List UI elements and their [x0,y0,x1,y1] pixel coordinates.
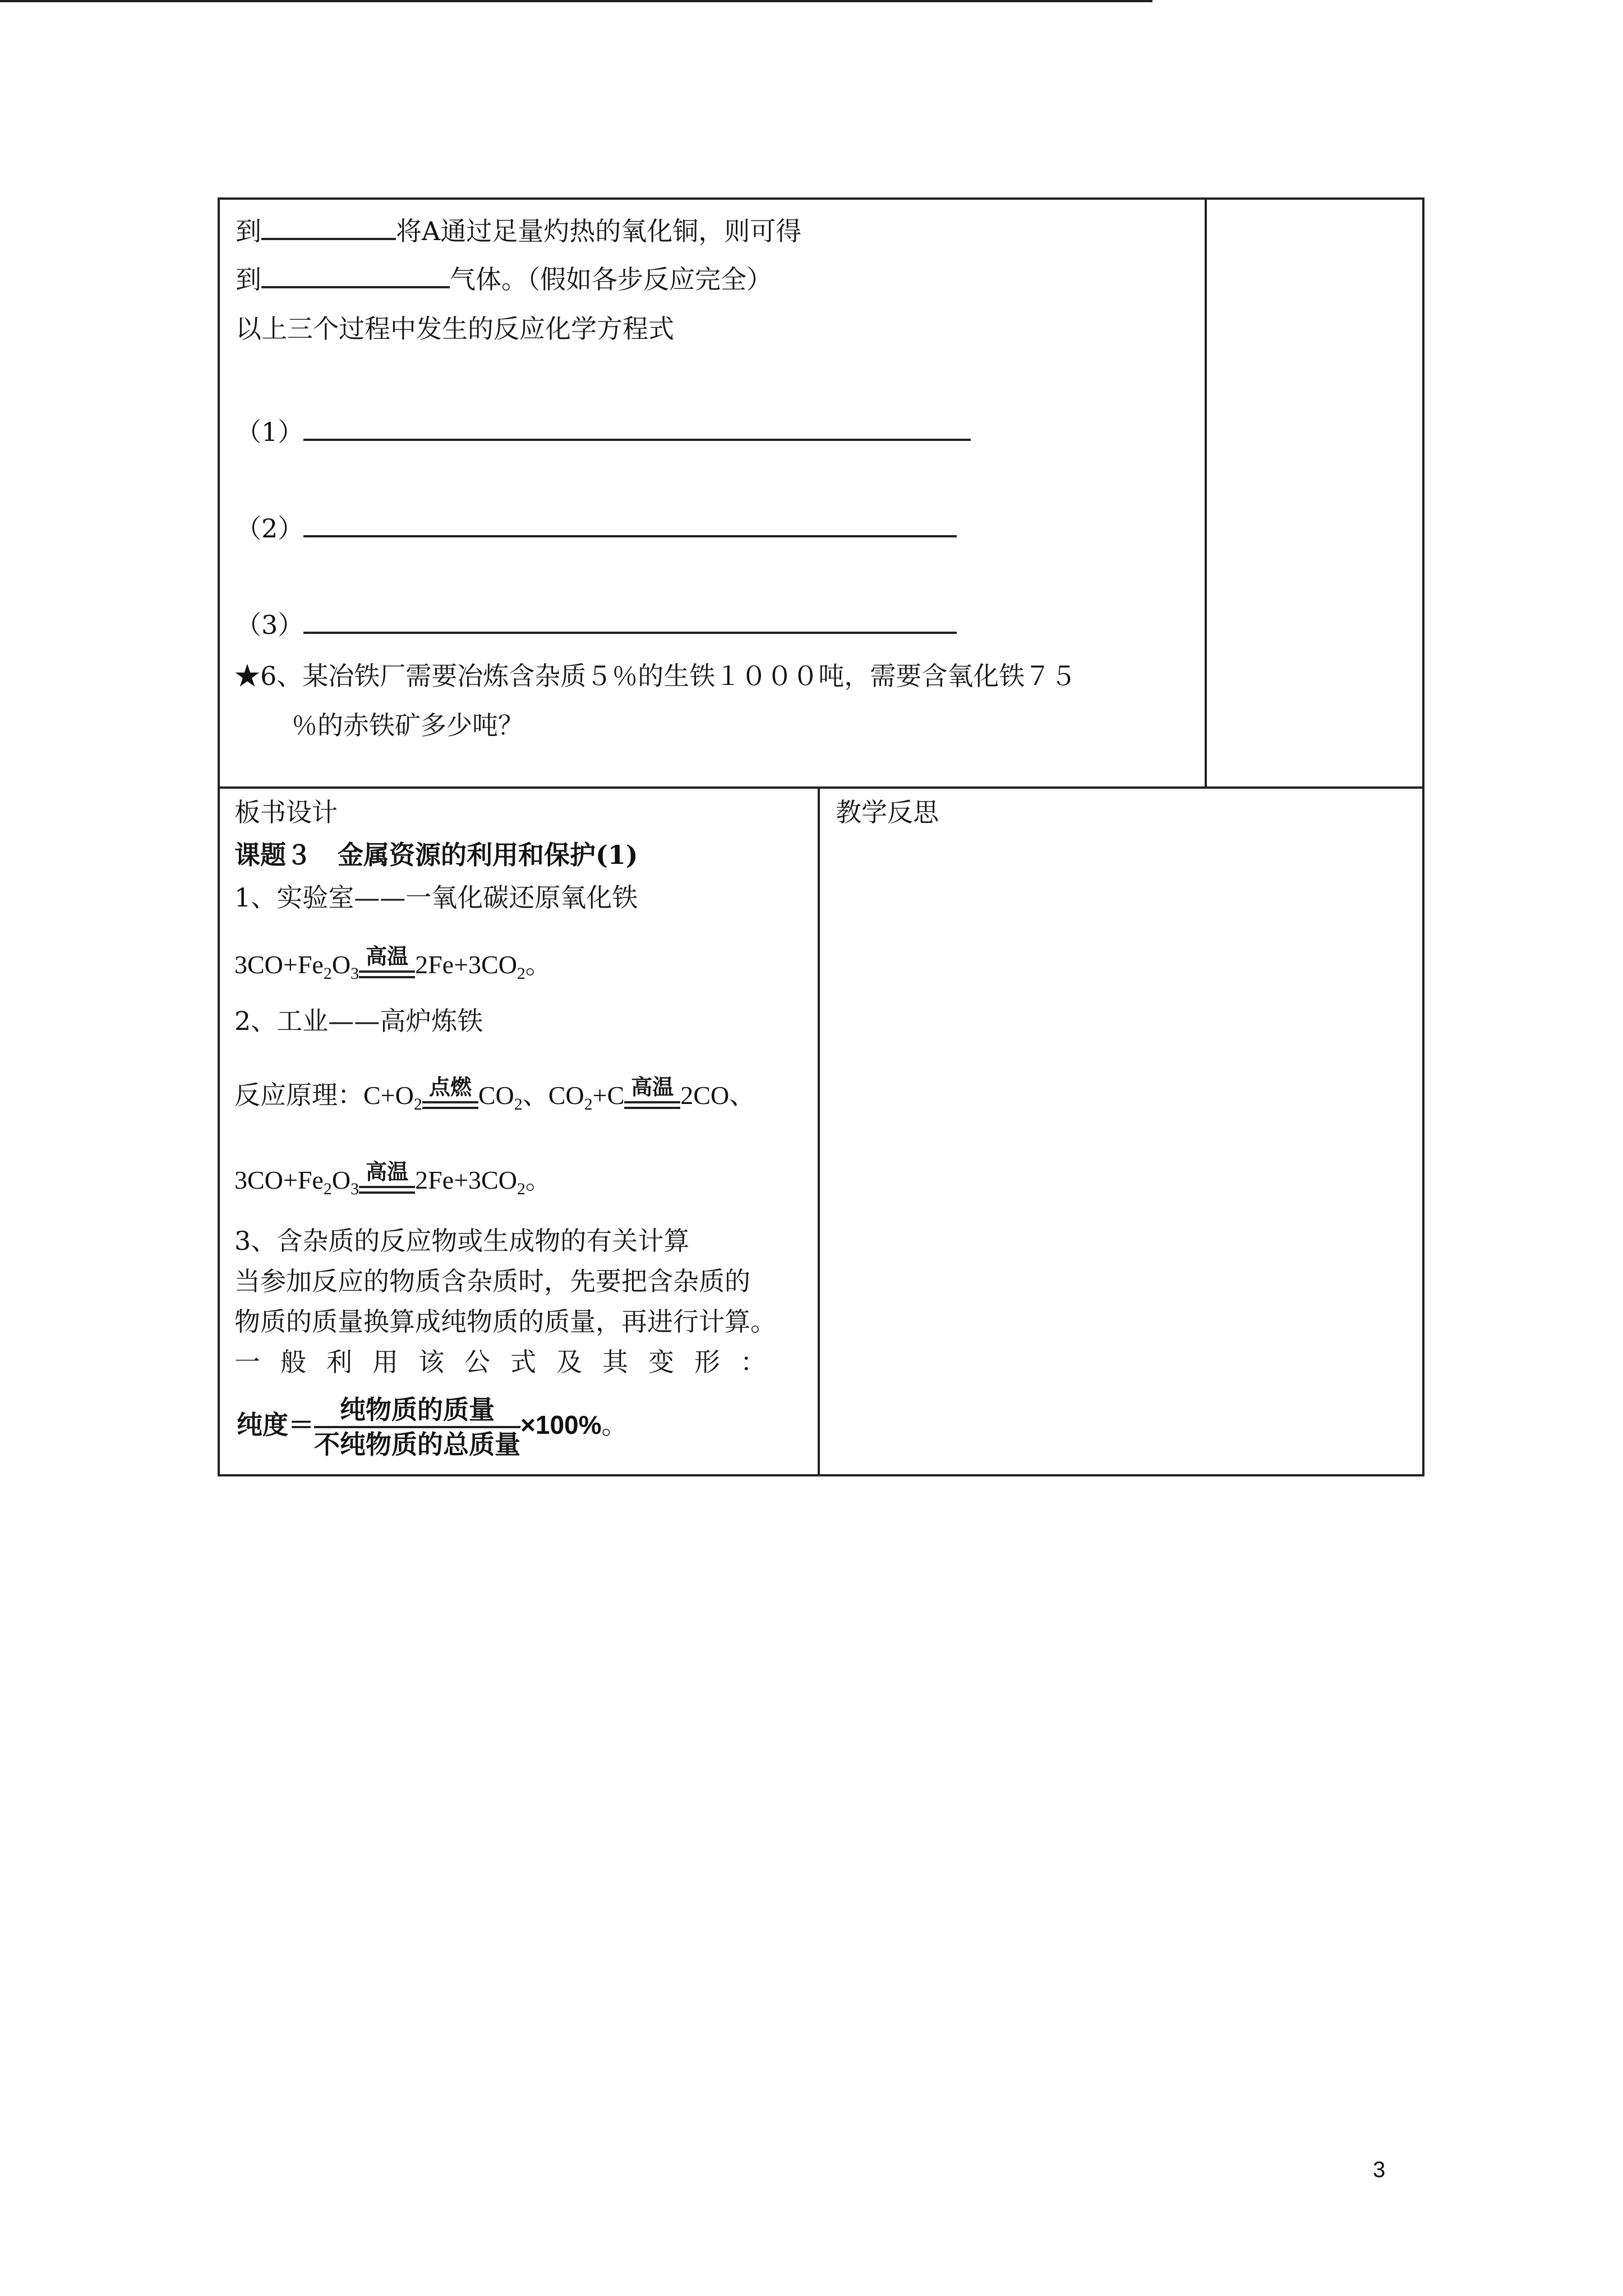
r1-sep: 、 [522,1080,548,1110]
fraction-numerator: 纯物质的质量 [314,1393,520,1428]
condition-high-temp [359,945,415,984]
question-6-line-2: ％的赤铁矿多少吨？ [292,710,524,740]
condition-label: 高温 [366,945,409,969]
r1-sub1: 2 [413,1095,422,1114]
condition-label: 高温 [631,1076,674,1100]
r1-lhs: C+O [363,1081,414,1110]
equation-prompt: 以上三个过程中发生的反应化学方程式 [236,314,674,344]
equation-row-2 [236,510,957,545]
eq3-sub3: 2 [517,1180,525,1198]
purity-fraction [314,1393,520,1461]
equation-furnace [234,1163,551,1206]
eq3-rhs: 2Fe+3CO [415,1166,517,1194]
eq1-end: 。 [525,950,551,979]
condition-ignite [422,1076,478,1115]
eq1-mid: O [331,950,351,979]
r2-rhs: 2CO [680,1081,730,1110]
answer-blank-2[interactable] [261,261,450,288]
paragraph-line-2: 物质的质量换算成纯物质的质量，再进行计算。 [234,1306,776,1337]
line1-prefix: 到 [236,216,261,246]
answer-blank-1[interactable] [261,213,396,240]
formula-rhs: ×100% [520,1410,602,1439]
reflection-heading: 教学反思 [836,797,939,827]
equation-blank-2[interactable] [303,510,957,537]
lesson-title: 课题３ 金属资源的利用和保护(1) [234,840,638,870]
fill-line-2 [236,261,772,296]
condition-high-temp [359,1161,415,1199]
condition-label: 高温 [366,1161,409,1185]
eq3-lhs: 3CO+Fe [234,1166,324,1194]
equation-blank-3[interactable] [303,607,957,634]
r2-sub1: 2 [584,1095,593,1114]
line1-text: 将A通过足量灼热的氧化铜，则可得 [396,216,802,246]
line2-text: 气体。（假如各步反应完全） [450,264,772,295]
board-design-heading: 板书设计 [234,797,338,827]
r1-sub2: 2 [514,1095,523,1114]
condition-high-temp [624,1076,680,1115]
equation-row-3 [236,607,957,642]
item-3: 3、含杂质的反应物或生成物的有关计算 [234,1226,690,1256]
formula-lhs: 纯度＝ [237,1410,314,1440]
eq1-sub3: 2 [517,964,525,983]
header-rule [0,0,1152,2]
eq3-end: 。 [525,1166,551,1194]
r2-lhs: CO [548,1081,584,1110]
item-2: 2、工业——高炉炼铁 [234,1006,483,1036]
equation-label-2: （2） [236,513,304,544]
eq3-sub2: 3 [351,1180,359,1198]
purity-formula [237,1393,628,1461]
eq1-sub2: 3 [351,964,359,983]
eq1-lhs: 3CO+Fe [234,950,324,979]
eq3-mid: O [331,1166,351,1194]
fill-line-1 [236,213,801,248]
paragraph-line-3: 一般利用该公式及其变形： [234,1347,786,1377]
r2-plus: +C [592,1081,625,1110]
equation-lab [234,945,551,991]
r1-rhs: CO [478,1081,514,1110]
page-number: 3 [1373,2157,1386,2182]
fraction-denominator: 不纯物质的总质量 [314,1429,520,1460]
eq1-rhs: 2Fe+3CO [415,950,517,979]
equation-blank-1[interactable] [303,414,971,441]
equation-label-3: （3） [236,610,304,640]
formula-end: 。 [601,1410,628,1440]
eq3-sub1: 2 [323,1180,332,1198]
r2-sep: 、 [729,1080,755,1110]
item-1: 1、实验室——一氧化碳还原氧化铁 [234,882,638,913]
eq1-sub1: 2 [323,964,332,983]
equation-row-1 [236,414,971,449]
reaction-principle [234,1078,755,1121]
line2-prefix: 到 [236,264,261,295]
equation-label-1: （1） [236,417,304,447]
question-6-line-1: ★6、某冶铁厂需要冶炼含杂质５％的生铁１０００吨，需要含氧化铁７５ [234,661,1077,691]
principle-label: 反应原理： [234,1080,363,1110]
paragraph-line-1: 当参加反应的物质含杂质时，先要把含杂质的 [234,1266,750,1296]
condition-label: 点燃 [428,1076,472,1100]
